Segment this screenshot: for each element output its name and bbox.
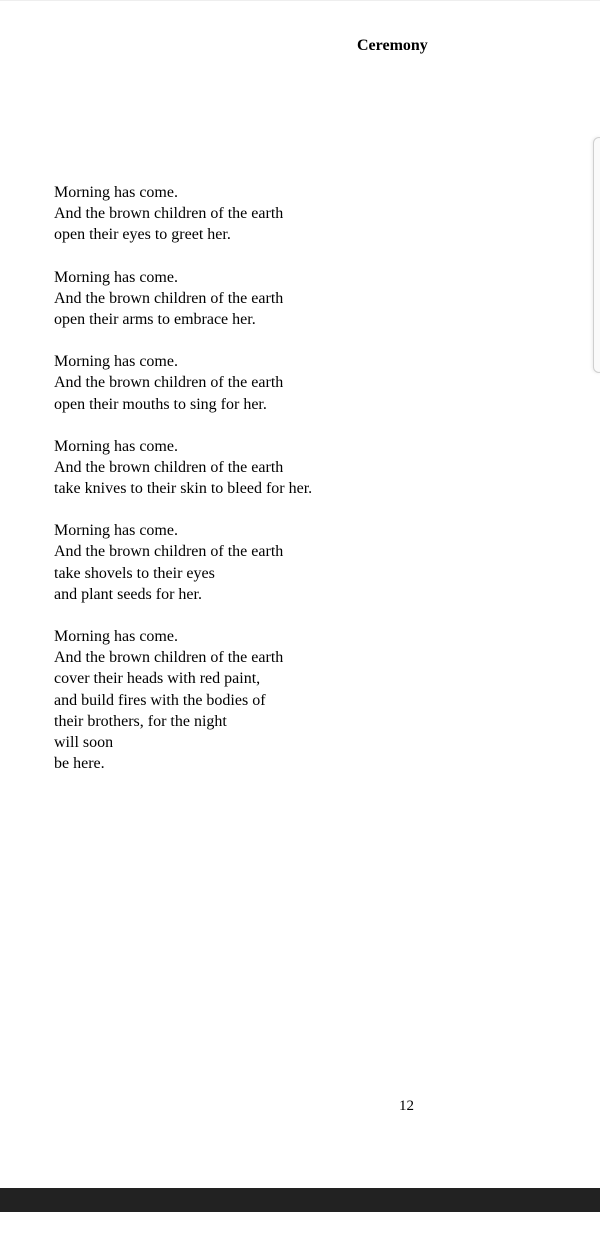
poem-line: And the brown children of the earth [54,649,284,667]
poem-line: Morning has come. [54,353,178,371]
poem-stanza [54,520,414,605]
poem-line: take knives to their skin to bleed for her. [54,480,313,498]
scroll-handle[interactable] [593,137,600,373]
bottom-strip [0,1212,600,1233]
poem-stanza [54,182,414,246]
poem-line: open their eyes to greet her. [54,226,231,244]
bottom-bar [0,1188,600,1212]
poem-line: and build fires with the bodies of [54,691,266,709]
poem-line: be here. [54,755,105,773]
poem-line: take shovels to their eyes [54,564,215,582]
poem-line: And the brown children of the earth [54,374,284,392]
poem-line: And the brown children of the earth [54,543,284,561]
poem-stanza [54,436,414,500]
poem-line: and plant seeds for her. [54,585,202,603]
poem-line: Morning has come. [54,522,178,540]
poem-line: And the brown children of the earth [54,458,284,476]
poem-line: Morning has come. [54,628,178,645]
poem-line: cover their heads with red paint, [54,670,261,688]
poem-line: Morning has come. [54,437,178,455]
poem-stanza [54,626,414,774]
poem-line: their brothers, for the night [54,712,227,730]
poem-body [54,182,414,795]
poem-line: And the brown children of the earth [54,289,284,307]
top-divider [0,0,600,1]
poem-line: And the brown children of the earth [54,205,284,223]
poem-line: Morning has come. [54,184,178,201]
poem-line: will soon [54,733,114,751]
page-title: Ceremony [357,37,428,54]
poem-line: open their mouths to sing for her. [54,395,267,413]
poem-line: Morning has come. [54,268,178,286]
poem-stanza [54,267,414,331]
poem-stanza [54,351,414,415]
poem-line: open their arms to embrace her. [54,310,256,328]
page-number: 12 [399,1098,414,1114]
